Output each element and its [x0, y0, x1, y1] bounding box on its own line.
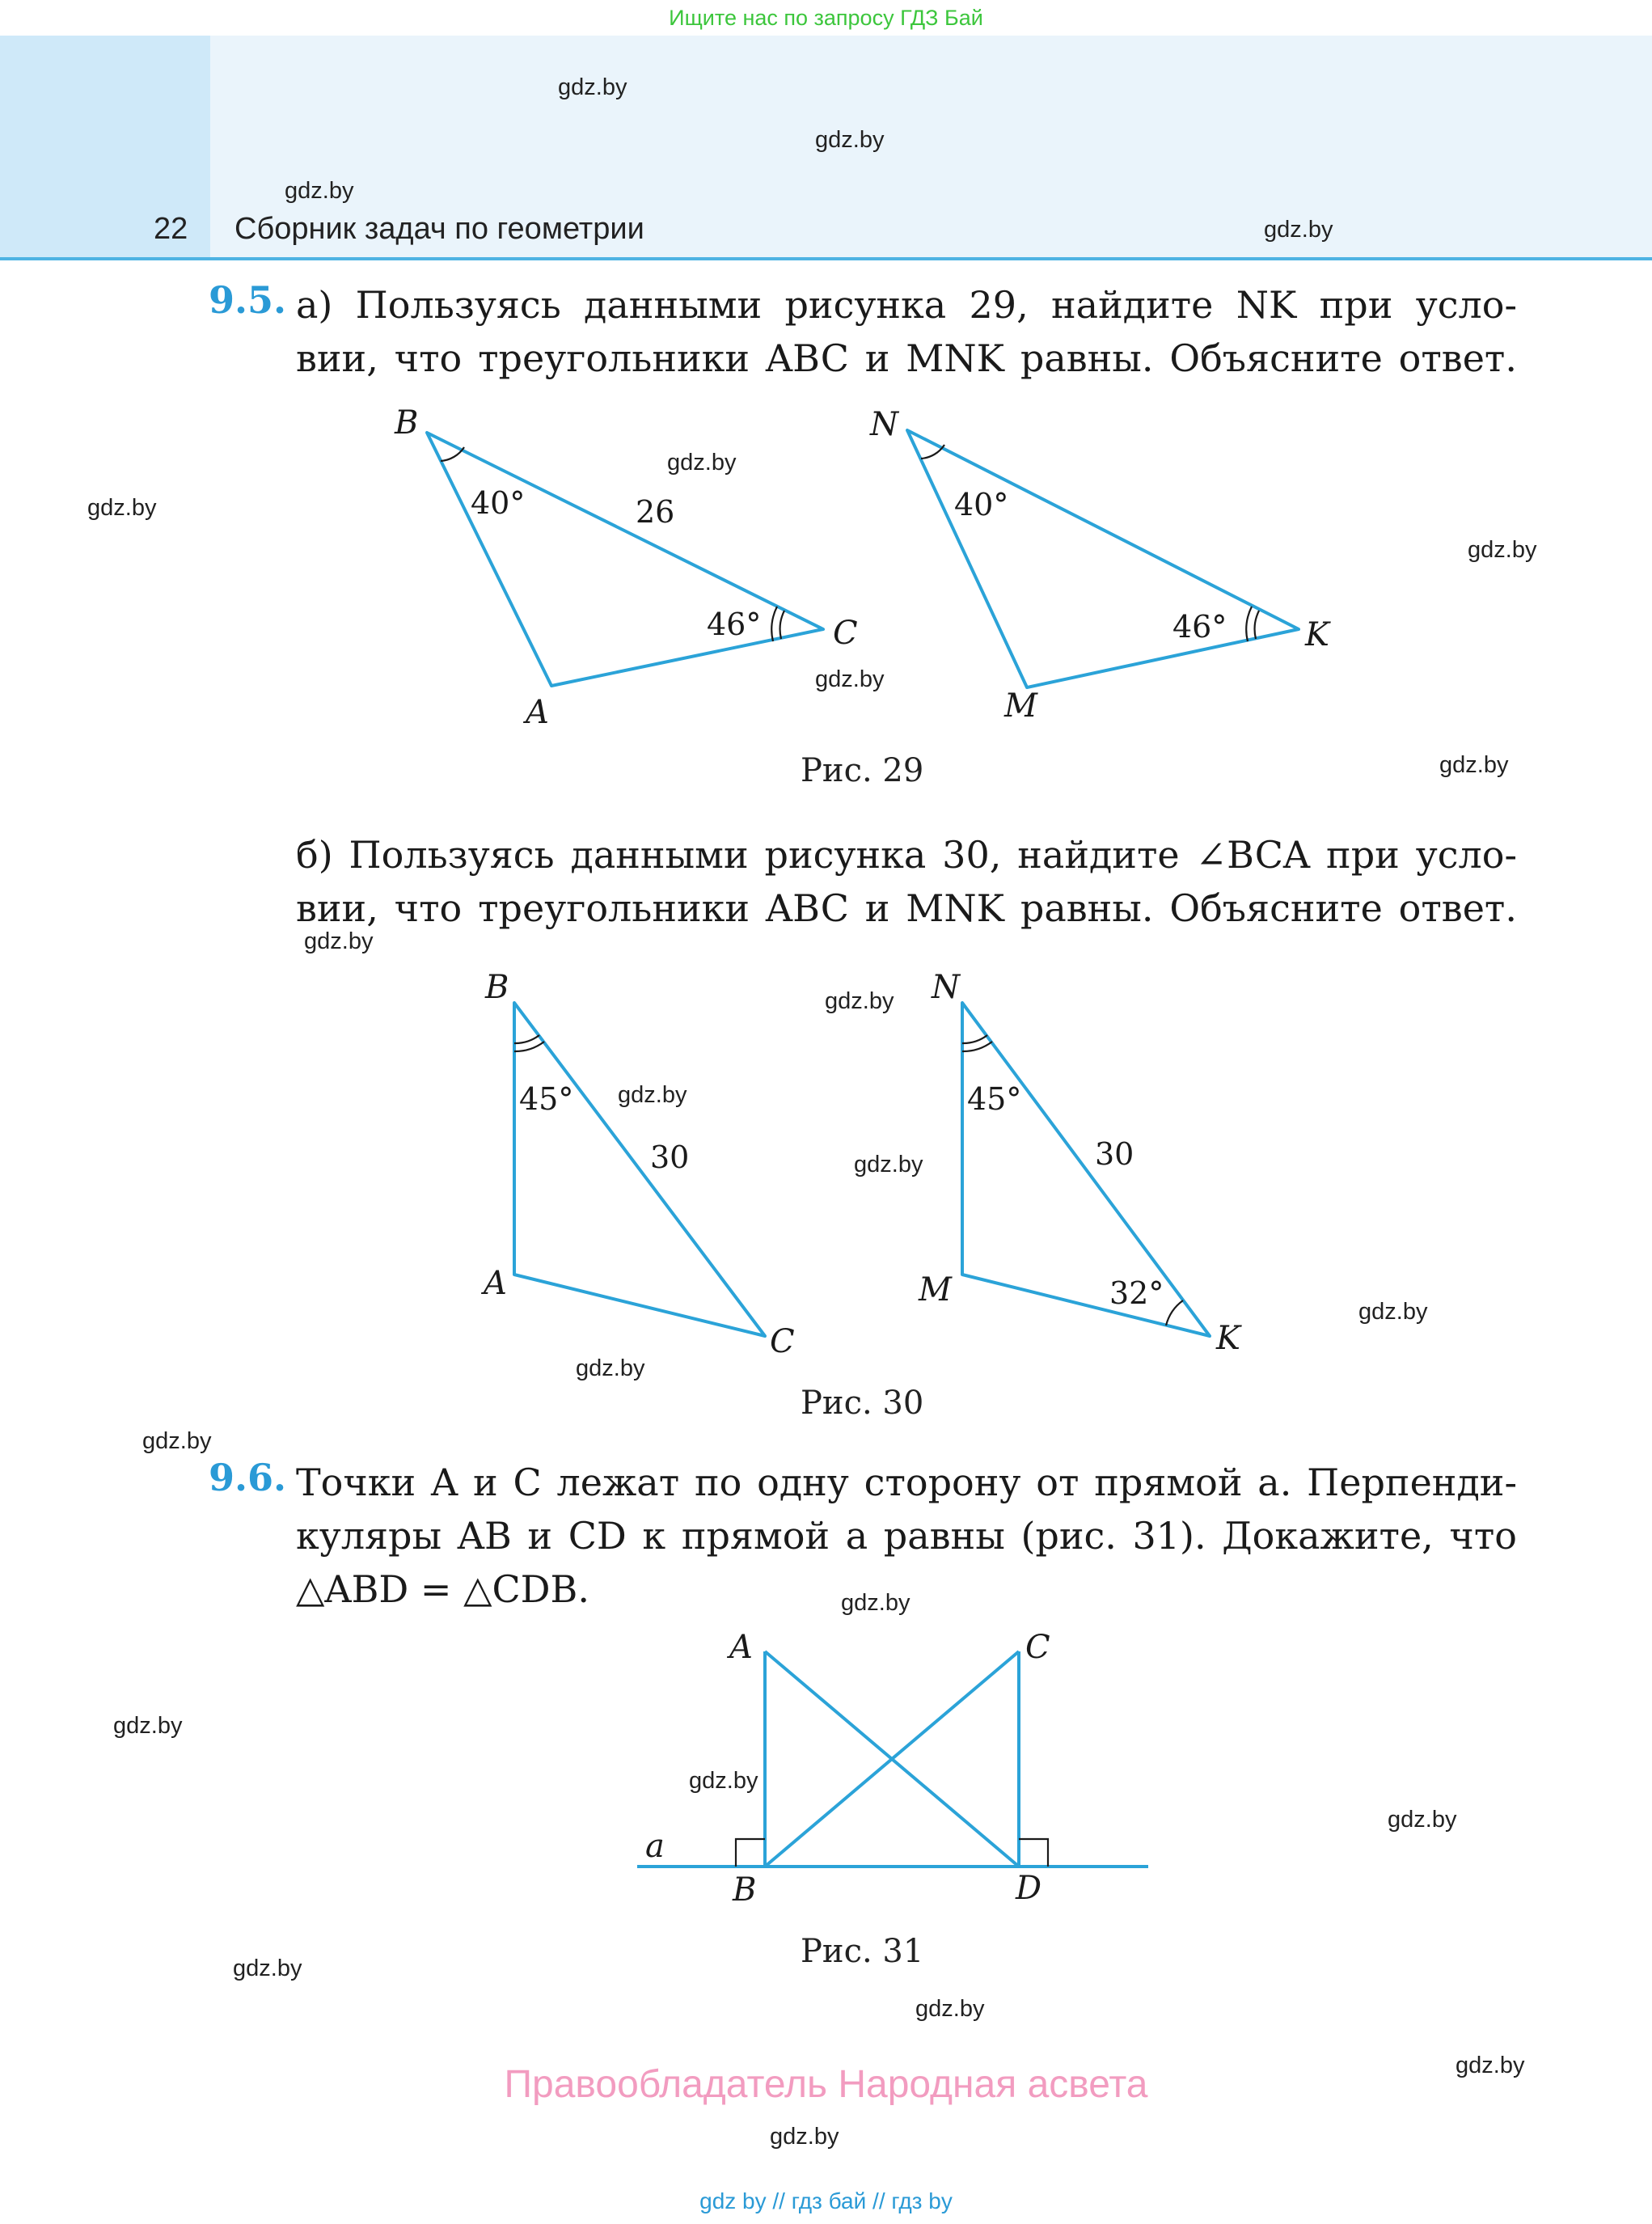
watermark: gdz.by	[1439, 752, 1509, 778]
watermark: gdz.by	[854, 1152, 923, 1178]
fig31-diagram	[637, 1629, 1148, 1909]
task-text-line: △ABD = △CDB.	[296, 1567, 589, 1611]
figure-caption: Рис. 31	[801, 1933, 924, 1970]
watermark: gdz.by	[841, 1590, 911, 1616]
watermark: gdz.by	[667, 450, 737, 476]
fig29-triangle-mnk	[869, 406, 1331, 725]
watermark: gdz.by	[1468, 537, 1537, 563]
watermark: gdz.by	[1388, 1807, 1457, 1833]
task-number: 9.6.	[209, 1456, 287, 1499]
watermark: gdz.by	[825, 988, 894, 1014]
task-text-line: Точки A и C лежат по одну сторону от прямой a. Перпенди-	[296, 1461, 1517, 1504]
task-text-line: вии, что треугольники ABC и MNK равны. Объясните ответ.	[296, 336, 1517, 380]
fig30-triangle-mnk	[918, 969, 1242, 1357]
vertex-b: B	[733, 1871, 757, 1909]
watermark: gdz.by	[142, 1428, 212, 1454]
vertex-a: A	[484, 1265, 507, 1302]
task-text-line: б) Пользуясь данными рисунка 30, найдите ∠BCA при усло-	[296, 833, 1517, 877]
vertex-k: K	[1216, 1320, 1240, 1357]
watermark: gdz.by	[304, 928, 374, 954]
watermark: gdz.by	[87, 495, 157, 521]
watermark: gdz.by	[233, 1956, 302, 1981]
side-label: 30	[650, 1139, 690, 1175]
watermark: gdz.by	[558, 74, 627, 100]
page-number: 22	[154, 212, 188, 246]
task-text-line: куляры AB и CD к прямой a равны (рис. 31). Докажите, что	[296, 1514, 1517, 1558]
vertex-c: C	[1025, 1629, 1050, 1666]
book-title: Сборник задач по геометрии	[234, 212, 644, 246]
task-text-line: а) Пользуясь данными рисунка 29, найдите NK при усло-	[296, 283, 1517, 327]
fig30-triangle-abc	[480, 969, 795, 1360]
watermark: gdz.by	[1456, 2053, 1525, 2078]
task-number: 9.5.	[209, 278, 287, 322]
copyright-notice: Правообладатель Народная асвета	[504, 2063, 1148, 2106]
angle-label: 45°	[519, 1081, 574, 1117]
vertex-a: A	[729, 1629, 753, 1666]
side-label: 30	[1095, 1136, 1134, 1172]
figure-caption: Рис. 29	[801, 752, 924, 789]
watermark: gdz.by	[618, 1082, 687, 1108]
angle-label: 40°	[954, 487, 1009, 522]
vertex-c: C	[770, 1323, 795, 1360]
watermark: gdz.by	[576, 1355, 645, 1381]
vertex-c: C	[833, 615, 858, 652]
watermark: gdz.by	[689, 1768, 758, 1794]
vertex-m: M	[919, 1271, 952, 1309]
vertex-n: N	[870, 406, 898, 443]
watermark: gdz.by	[815, 127, 885, 153]
angle-label: 46°	[1172, 609, 1227, 645]
top-banner[interactable]: Ищите нас по запросу ГДЗ Бай	[669, 6, 983, 30]
watermark: gdz.by	[285, 178, 354, 204]
angle-label: 40°	[471, 485, 526, 521]
vertex-a: A	[526, 694, 549, 731]
vertex-d: D	[1016, 1870, 1042, 1907]
angle-label: 46°	[707, 607, 762, 642]
watermark: gdz.by	[915, 1996, 985, 2022]
fig29-triangle-abc	[394, 404, 858, 731]
vertex-k: K	[1305, 616, 1329, 653]
task-text-line: вии, что треугольники ABC и MNK равны. Объясните ответ.	[296, 886, 1517, 930]
watermark: gdz.by	[770, 2124, 839, 2150]
line-label: a	[645, 1828, 665, 1865]
watermark: gdz.by	[815, 666, 885, 692]
angle-label: 32°	[1109, 1275, 1164, 1311]
watermark: gdz.by	[1358, 1299, 1428, 1325]
vertex-m: M	[1004, 687, 1037, 725]
angle-label: 45°	[967, 1081, 1022, 1117]
vertex-b: B	[395, 404, 419, 442]
vertex-b: B	[485, 969, 509, 1006]
watermark: gdz.by	[1264, 217, 1333, 243]
watermark: gdz.by	[113, 1713, 183, 1739]
figure-caption: Рис. 30	[801, 1385, 924, 1422]
vertex-n: N	[932, 969, 960, 1006]
side-label: 26	[636, 494, 675, 530]
footer-links[interactable]: gdz by // гдз бай // гдз by	[699, 2188, 953, 2213]
